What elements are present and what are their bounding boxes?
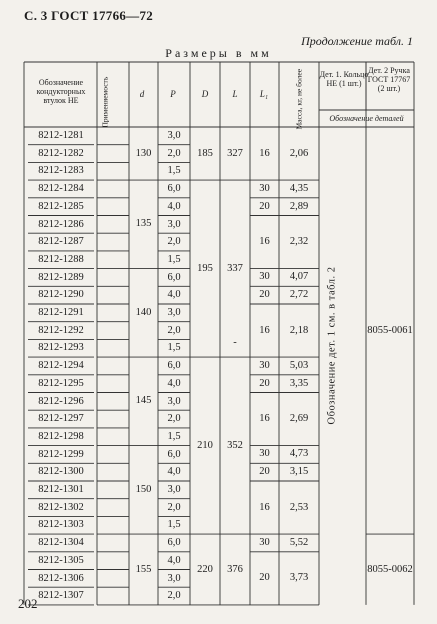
designation-cell: 8212-1298 xyxy=(38,430,84,442)
L-cell: 352 xyxy=(227,439,243,451)
dash-mark: - xyxy=(233,337,237,349)
designation-cell: 8212-1284 xyxy=(38,183,84,195)
p-cell: 6,0 xyxy=(167,183,181,195)
d-cell: 155 xyxy=(135,563,152,575)
mass-cell: 3,35 xyxy=(289,377,309,389)
p-cell: 4,0 xyxy=(167,377,181,389)
designation-cell: 8212-1285 xyxy=(38,200,84,212)
designation-cell: 8212-1307 xyxy=(38,590,84,602)
designation-cell: 8212-1306 xyxy=(38,572,84,584)
p-cell: 2,0 xyxy=(167,501,181,513)
continuation-note: Продолжение табл. 1 xyxy=(301,34,413,48)
header-D: D xyxy=(201,89,209,99)
header-L1: L₁ xyxy=(259,89,269,99)
p-cell: 3,0 xyxy=(167,484,181,495)
p-cell: 4,0 xyxy=(167,554,181,566)
p-cell: 2,0 xyxy=(167,324,181,336)
p-cell: 1,5 xyxy=(167,342,181,354)
L-cell: 327 xyxy=(227,147,243,159)
header-det1: Дет. 1. Кольцо НЕ (1 шт.) xyxy=(319,70,369,88)
L1-cell: 20 xyxy=(259,466,270,478)
page-number: 202 xyxy=(18,596,38,611)
designation-cell: 8212-1282 xyxy=(38,147,84,159)
header-L: L xyxy=(232,89,238,99)
L-cell: 337 xyxy=(227,262,243,274)
mass-cell: 4,35 xyxy=(289,182,309,194)
designation-cell: 8212-1296 xyxy=(38,395,84,407)
d-cell: 140 xyxy=(135,306,152,318)
mass-cell: 3,15 xyxy=(289,466,309,478)
L1-cell: 16 xyxy=(259,236,270,248)
designation-cell: 8212-1294 xyxy=(38,360,84,372)
L1-cell: 16 xyxy=(259,324,270,336)
designation-cell: 8212-1286 xyxy=(38,218,84,230)
header-det2: Дет. 2 Ручка ГОСТ 17767 (2 шт.) xyxy=(367,66,411,93)
L1-cell: 16 xyxy=(259,413,270,425)
mass-cell: 5,52 xyxy=(289,536,309,548)
designation-cell: 8212-1291 xyxy=(38,307,84,318)
p-cell: 2,0 xyxy=(167,590,181,602)
mass-cell: 2,69 xyxy=(289,413,309,425)
header-designation: Обозначение кондукторных втулок НЕ xyxy=(36,78,86,105)
mass-cell: 4,73 xyxy=(289,448,309,460)
p-cell: 3,0 xyxy=(167,218,181,230)
p-cell: 3,0 xyxy=(167,130,181,141)
p-cell: 1,5 xyxy=(167,253,181,265)
header-d: d xyxy=(139,89,145,99)
p-cell: 1,5 xyxy=(167,519,181,531)
d-cell: 135 xyxy=(135,218,152,230)
mass-cell: 2,89 xyxy=(289,200,309,212)
header-mass: Масса, кг, не более xyxy=(294,68,304,130)
mass-cell: 2,18 xyxy=(289,324,309,336)
p-cell: 6,0 xyxy=(167,271,181,283)
L1-cell: 30 xyxy=(259,448,270,460)
det2-cell: 8055-0061 xyxy=(367,324,413,336)
designation-cell: 8212-1301 xyxy=(38,484,84,495)
L1-cell: 30 xyxy=(259,359,270,371)
designation-cell: 8212-1299 xyxy=(38,448,84,460)
L1-cell: 16 xyxy=(259,501,270,513)
p-cell: 4,0 xyxy=(167,200,181,212)
L1-cell: 20 xyxy=(259,572,270,584)
mass-cell: 3,73 xyxy=(289,572,309,584)
designation-cell: 8212-1303 xyxy=(38,519,84,531)
L1-cell: 30 xyxy=(259,271,270,283)
p-cell: 1,5 xyxy=(167,165,181,177)
p-cell: 2,0 xyxy=(167,413,181,425)
mass-cell: 2,53 xyxy=(289,501,309,513)
d-cell: 130 xyxy=(135,147,152,159)
mass-cell: 2,06 xyxy=(289,147,309,159)
D-cell: 220 xyxy=(197,563,213,575)
p-cell: 6,0 xyxy=(167,360,181,372)
page-reference: С. 3 ГОСТ 17766—72 xyxy=(24,8,154,23)
mass-cell: 4,07 xyxy=(289,271,309,283)
D-cell: 210 xyxy=(197,439,213,451)
designation-cell: 8212-1297 xyxy=(38,413,84,425)
p-cell: 6,0 xyxy=(167,537,181,549)
L1-cell: 16 xyxy=(259,147,270,159)
d-cell: 150 xyxy=(135,483,152,495)
designation-cell: 8212-1283 xyxy=(38,165,84,177)
designation-cell: 8212-1305 xyxy=(38,554,84,566)
mass-cell: 2,32 xyxy=(289,236,309,248)
p-cell: 2,0 xyxy=(167,147,181,159)
designation-cell: 8212-1292 xyxy=(38,324,84,336)
mass-cell: 2,72 xyxy=(289,289,309,301)
D-cell: 185 xyxy=(197,147,213,159)
p-cell: 3,0 xyxy=(167,572,181,584)
p-cell: 2,0 xyxy=(167,236,181,248)
p-cell: 3,0 xyxy=(167,307,181,318)
designation-cell: 8212-1293 xyxy=(38,342,84,354)
mass-cell: 5,03 xyxy=(289,359,309,371)
L1-cell: 20 xyxy=(259,289,270,301)
header-det-designation: Обозначение деталей xyxy=(329,114,404,123)
det2-cell: 8055-0062 xyxy=(367,563,413,575)
header-application: Применяемость xyxy=(100,76,110,128)
dimensions-title: Размеры в мм xyxy=(165,46,272,60)
designation-cell: 8212-1290 xyxy=(38,289,84,301)
designation-cell: 8212-1281 xyxy=(38,130,84,141)
D-cell: 195 xyxy=(197,262,213,274)
L1-cell: 20 xyxy=(259,200,270,212)
designation-cell: 8212-1288 xyxy=(38,253,84,265)
p-cell: 3,0 xyxy=(167,395,181,407)
L1-cell: 20 xyxy=(259,377,270,389)
det1-note: Обозначение дет. 1 см. в табл. 2 xyxy=(326,266,338,425)
p-cell: 4,0 xyxy=(167,466,181,478)
d-cell: 145 xyxy=(135,395,152,407)
L1-cell: 30 xyxy=(259,536,270,548)
L1-cell: 30 xyxy=(259,182,270,194)
designation-cell: 8212-1304 xyxy=(38,537,84,549)
p-cell: 6,0 xyxy=(167,448,181,460)
designation-cell: 8212-1289 xyxy=(38,271,84,283)
p-cell: 4,0 xyxy=(167,289,181,301)
designation-cell: 8212-1287 xyxy=(38,236,84,248)
designation-cell: 8212-1300 xyxy=(38,466,84,478)
designation-cell: 8212-1295 xyxy=(38,377,84,389)
header-P: P xyxy=(170,89,176,99)
L-cell: 376 xyxy=(227,563,243,575)
designation-cell: 8212-1302 xyxy=(38,501,84,513)
p-cell: 1,5 xyxy=(167,430,181,442)
